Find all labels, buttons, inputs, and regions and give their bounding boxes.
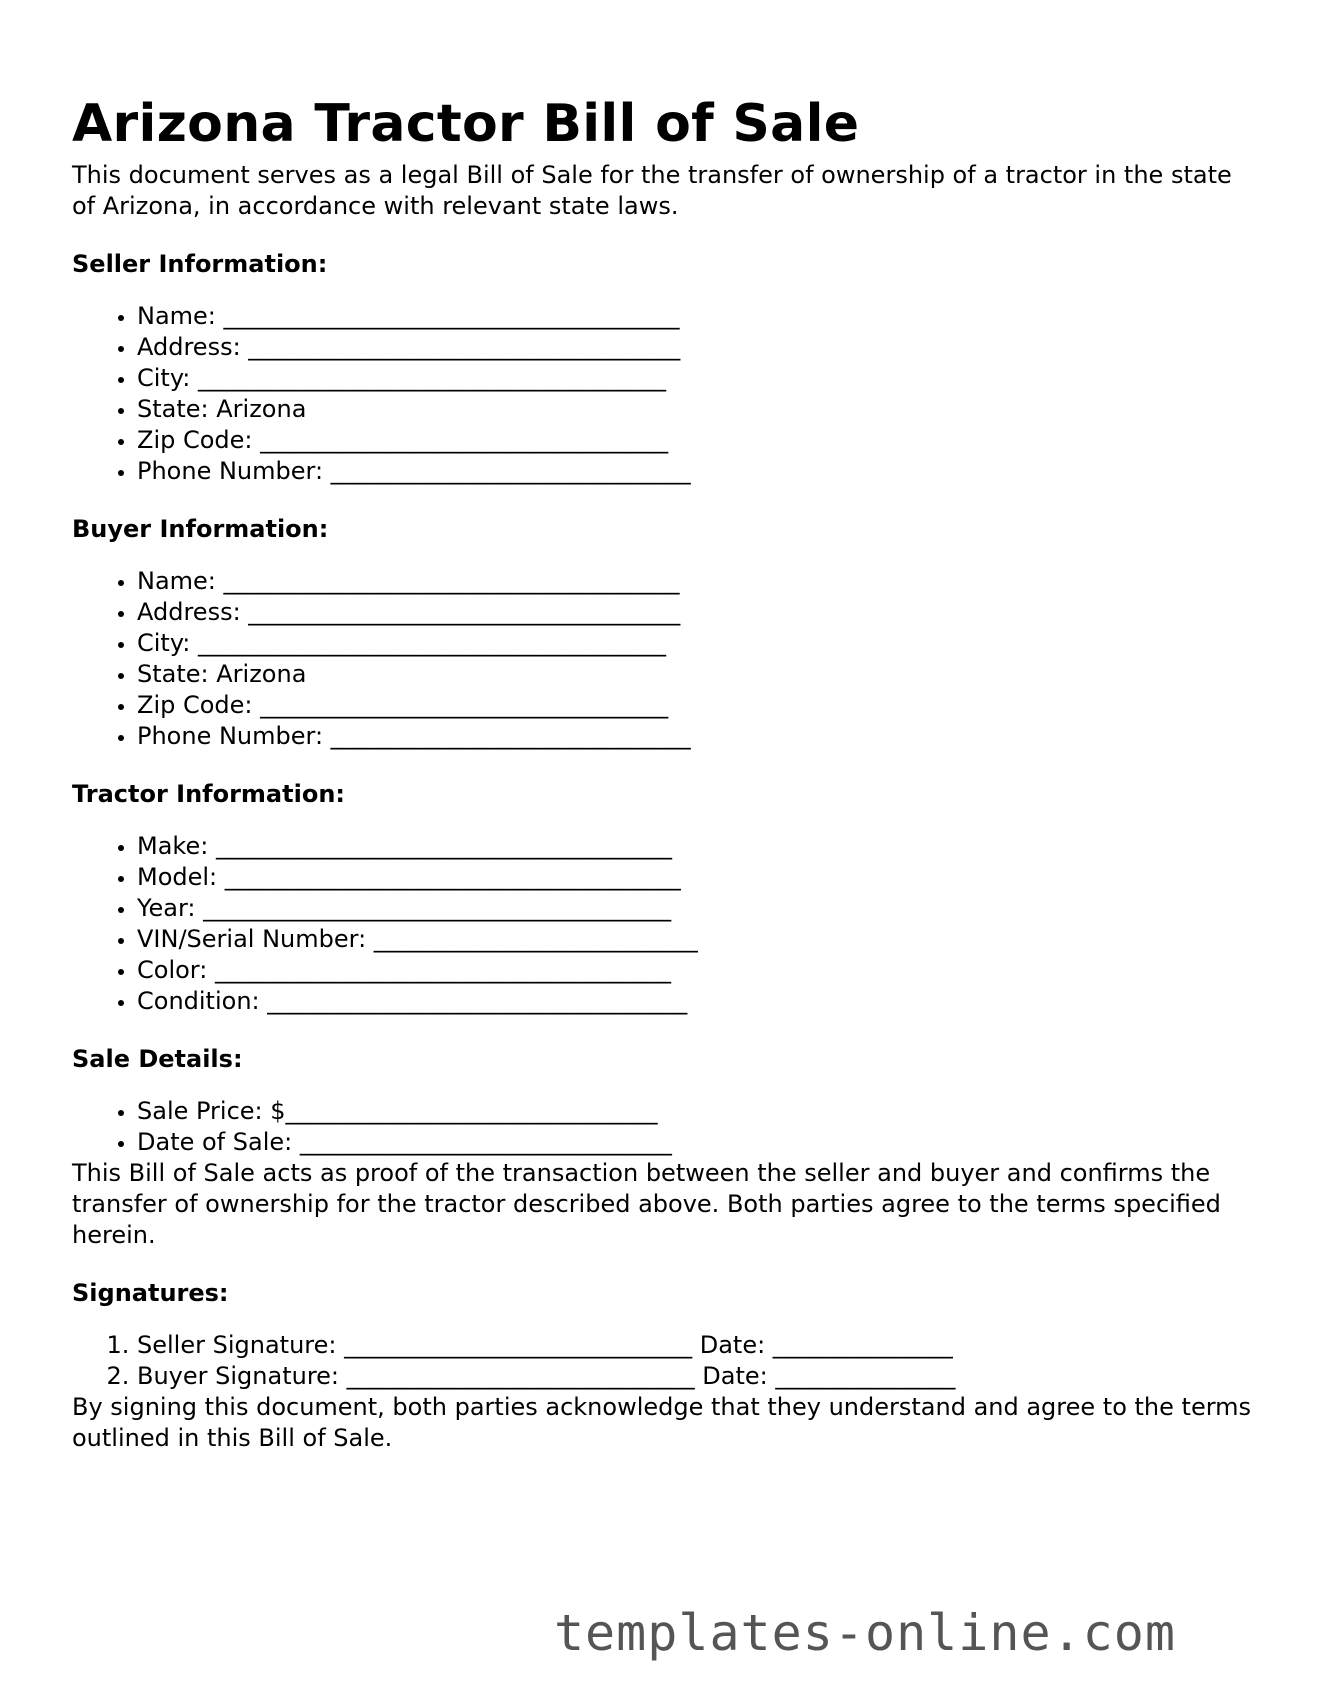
buyer-address-field: • Address: ____________________________________ bbox=[137, 597, 1252, 628]
buyer-name-field: • Name: ______________________________________ bbox=[137, 566, 1252, 597]
buyer-state-field: • State: Arizona bbox=[137, 659, 1252, 690]
sale-list bbox=[72, 1096, 1252, 1158]
sale-price-field: • Sale Price: $_______________________________ bbox=[137, 1096, 1252, 1127]
seller-city-field: • City: _______________________________________ bbox=[137, 363, 1252, 394]
seller-signature-line: 1. Seller Signature: _____________________________ Date: _______________ bbox=[137, 1330, 1252, 1361]
confirmation-paragraph: This Bill of Sale acts as proof of the transaction between the seller and buyer and confirms the transfer of ownership for the tractor described above. Both parties agree to the terms specified herein. bbox=[72, 1159, 1221, 1249]
seller-phone-field: • Phone Number: ______________________________ bbox=[137, 456, 1252, 487]
buyer-heading: Buyer Information: bbox=[72, 515, 329, 543]
seller-name-field: • Name: ______________________________________ bbox=[137, 301, 1252, 332]
seller-heading: Seller Information: bbox=[72, 250, 328, 278]
signatures-heading: Signatures: bbox=[72, 1279, 229, 1307]
watermark-text: templates-online.com bbox=[553, 1604, 1176, 1662]
tractor-heading: Tractor Information: bbox=[72, 780, 345, 808]
document-page bbox=[72, 88, 1252, 1454]
sale-heading: Sale Details: bbox=[72, 1045, 243, 1073]
buyer-zip-field: • Zip Code: __________________________________ bbox=[137, 690, 1252, 721]
tractor-vin-field: • VIN/Serial Number: ___________________________ bbox=[137, 924, 1252, 955]
tractor-year-field: • Year: _______________________________________ bbox=[137, 893, 1252, 924]
seller-address-field: • Address: ____________________________________ bbox=[137, 332, 1252, 363]
intro-paragraph: This document serves as a legal Bill of Sale for the transfer of ownership of a tractor in the state of Arizona, in accordance with relevant state laws. bbox=[72, 161, 1232, 220]
tractor-condition-field: • Condition: ___________________________________ bbox=[137, 986, 1252, 1017]
document-title: Arizona Tractor Bill of Sale bbox=[72, 94, 860, 154]
buyer-list bbox=[72, 566, 1252, 752]
closing-paragraph: By signing this document, both parties acknowledge that they understand and agree to the terms outlined in this Bill of Sale. bbox=[72, 1393, 1252, 1452]
buyer-city-field: • City: _______________________________________ bbox=[137, 628, 1252, 659]
signatures-list bbox=[72, 1330, 1252, 1392]
sale-date-field: • Date of Sale: _______________________________ bbox=[137, 1127, 1252, 1158]
tractor-make-field: • Make: ______________________________________ bbox=[137, 831, 1252, 862]
seller-state-field: • State: Arizona bbox=[137, 394, 1252, 425]
seller-zip-field: • Zip Code: __________________________________ bbox=[137, 425, 1252, 456]
tractor-list bbox=[72, 831, 1252, 1017]
buyer-signature-line: 2. Buyer Signature: _____________________________ Date: _______________ bbox=[137, 1361, 1252, 1392]
seller-list bbox=[72, 301, 1252, 487]
buyer-phone-field: • Phone Number: ______________________________ bbox=[137, 721, 1252, 752]
tractor-model-field: • Model: ______________________________________ bbox=[137, 862, 1252, 893]
tractor-color-field: • Color: ______________________________________ bbox=[137, 955, 1252, 986]
